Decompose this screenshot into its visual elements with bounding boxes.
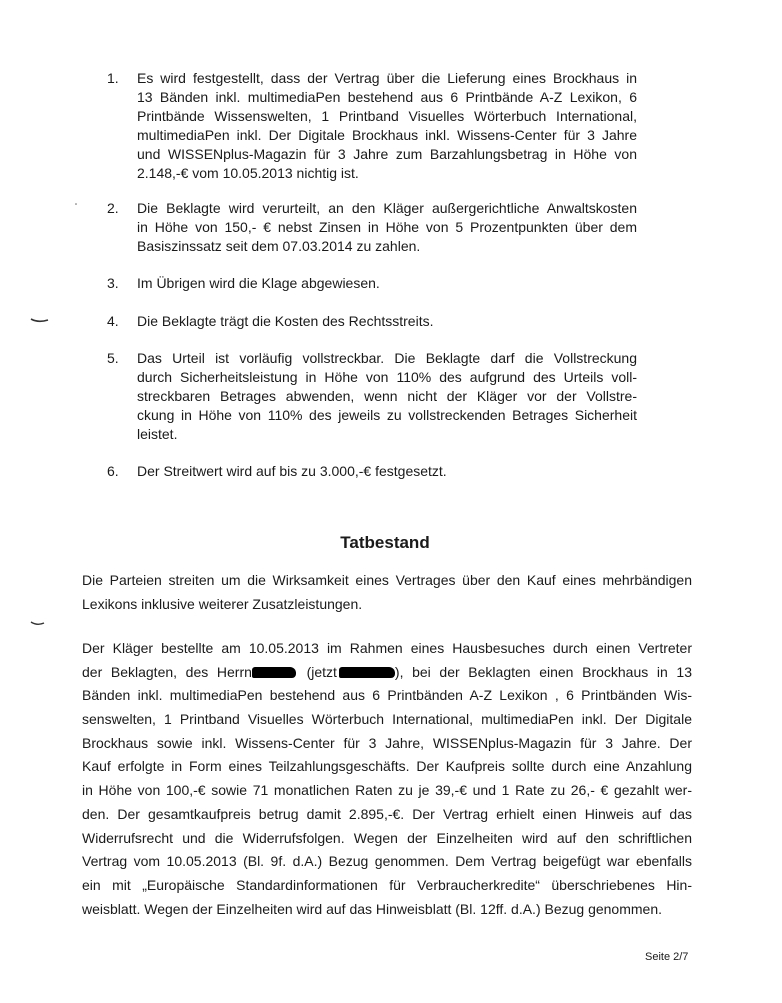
text-line-with-redactions bbox=[82, 661, 692, 685]
list-number: 4. bbox=[107, 313, 119, 329]
list-number: 3. bbox=[107, 275, 119, 291]
text-line: in Höhe von 150,- € nebst Zinsen in Höhe von 5 Prozentpunkten über dem bbox=[137, 219, 637, 235]
text-line: Printbände Wissenswelten, 1 Printband Visuelles Wörterbuch International, bbox=[137, 108, 637, 124]
text-line: Der Streitwert wird auf bis zu 3.000,-€ festgesetzt. bbox=[137, 463, 447, 479]
text-line: Basiszinssatz seit dem 07.03.2014 zu zahlen. bbox=[137, 238, 421, 254]
page-number: Seite 2/7 bbox=[645, 951, 689, 963]
text-line: ckung in Höhe von 110% des jeweils zu vollstreckenden Betrages Sicherheit bbox=[137, 407, 637, 423]
text-line: ein mit „Europäische Standardinformationen für Verbraucherkredite“ überschriebenes Hin- bbox=[82, 876, 692, 893]
text-line: leistet. bbox=[137, 426, 178, 442]
text-line: Vertrag vom 10.05.2013 (Bl. 9f. d.A.) Bezug genommen. Dem Vertrag beigefügt war ebenfalls bbox=[82, 853, 692, 870]
text-line: Die Parteien streiten um die Wirksamkeit eines Vertrages über den Kauf eines mehrbändigen bbox=[82, 572, 692, 588]
text-line: 2.148,-€ vom 10.05.2013 nichtig ist. bbox=[137, 165, 359, 181]
text-line: Kauf erfolgte in Form eines Teilzahlungsgeschäfts. Der Kaufpreis sollte durch eine Anzahlung bbox=[82, 758, 692, 775]
text-line: 13 Bänden inkl. multimediaPen bestehend aus 6 Printbände A-Z Lexikon, 6 bbox=[137, 89, 637, 105]
scan-dot bbox=[74, 202, 78, 206]
text-line: weisblatt. Wegen der Einzelheiten wird auf das Hinweisblatt (Bl. 12ff. d.A.) Bezug genommen. bbox=[82, 900, 663, 917]
text-line: Es wird festgestellt, dass der Vertrag über die Lieferung eines Brockhaus in bbox=[137, 70, 637, 86]
text-line: durch Sicherheitsleistung in Höhe von 110% des aufgrund des Urteils voll- bbox=[137, 369, 637, 385]
section-heading: Tatbestand bbox=[340, 533, 430, 552]
list-number: 6. bbox=[107, 463, 119, 479]
text-line: und WISSENplus-Magazin für 3 Jahre zum Barzahlungsbetrag in Höhe von bbox=[137, 146, 637, 162]
text-line: Die Beklagte trägt die Kosten des Rechtsstreits. bbox=[137, 313, 434, 329]
text-line: den. Der gesamtkaufpreis betrug damit 2.895,-€. Der Vertrag erhielt einen Hinweis auf das bbox=[82, 805, 692, 822]
redaction-block bbox=[339, 667, 395, 678]
text-line: Die Beklagte wird verurteilt, an den Kläger außergerichtliche Anwaltskosten bbox=[137, 200, 637, 216]
text-line: streckbaren Betrages abwenden, wenn nicht der Kläger vor der Vollstre- bbox=[137, 388, 637, 404]
text-line: Im Übrigen wird die Klage abgewiesen. bbox=[137, 275, 380, 291]
text-line: Lexikons inklusive weiterer Zusatzleistungen. bbox=[82, 595, 363, 612]
text-line: in Höhe von 100,-€ sowie 71 monatlichen Raten zu je 39,-€ und 1 Rate zu 26,- € gezahlt wer- bbox=[82, 782, 692, 799]
text-fragment: ), bei der Beklagten einen Brockhaus in 13 bbox=[394, 663, 693, 680]
list-number: 5. bbox=[107, 350, 119, 366]
text-line: Der Kläger bestellte am 10.05.2013 im Rahmen eines Hausbesuches durch einen Vertreter bbox=[82, 640, 692, 656]
list-number: 2. bbox=[107, 200, 119, 216]
text-line: Widerrufsrecht und die Widerrufsfolgen. Wegen der Einzelheiten wird auf den schriftlichen bbox=[82, 829, 692, 846]
text-line: multimediaPen inkl. Der Digitale Brockhaus inkl. Wissens-Center für 3 Jahre bbox=[137, 127, 637, 143]
text-line: Brockhaus sowie inkl. Wissens-Center für 3 Jahre, WISSENplus-Magazin für 3 Jahre. Der bbox=[82, 734, 692, 751]
text-fragment: (jetzt bbox=[306, 663, 337, 680]
list-number: 1. bbox=[107, 70, 119, 86]
paragraph-2 bbox=[82, 637, 692, 921]
scan-mark-1 bbox=[30, 317, 50, 325]
text-line: senswelten, 1 Printband Visuelles Wörterbuch International, multimediaPen inkl. Der Digitale bbox=[82, 711, 692, 728]
paragraph-1 bbox=[82, 569, 692, 616]
text-line: Bänden inkl. multimediaPen bestehend aus 6 Printbänden A-Z Lexikon , 6 Printbänden Wis- bbox=[82, 687, 692, 704]
redaction-block bbox=[252, 667, 296, 678]
scan-mark-2 bbox=[30, 620, 46, 628]
text-line: Das Urteil ist vorläufig vollstreckbar. Die Beklagte darf die Vollstreckung bbox=[137, 350, 637, 366]
text-fragment: der Beklagten, des Herrn bbox=[82, 663, 252, 680]
